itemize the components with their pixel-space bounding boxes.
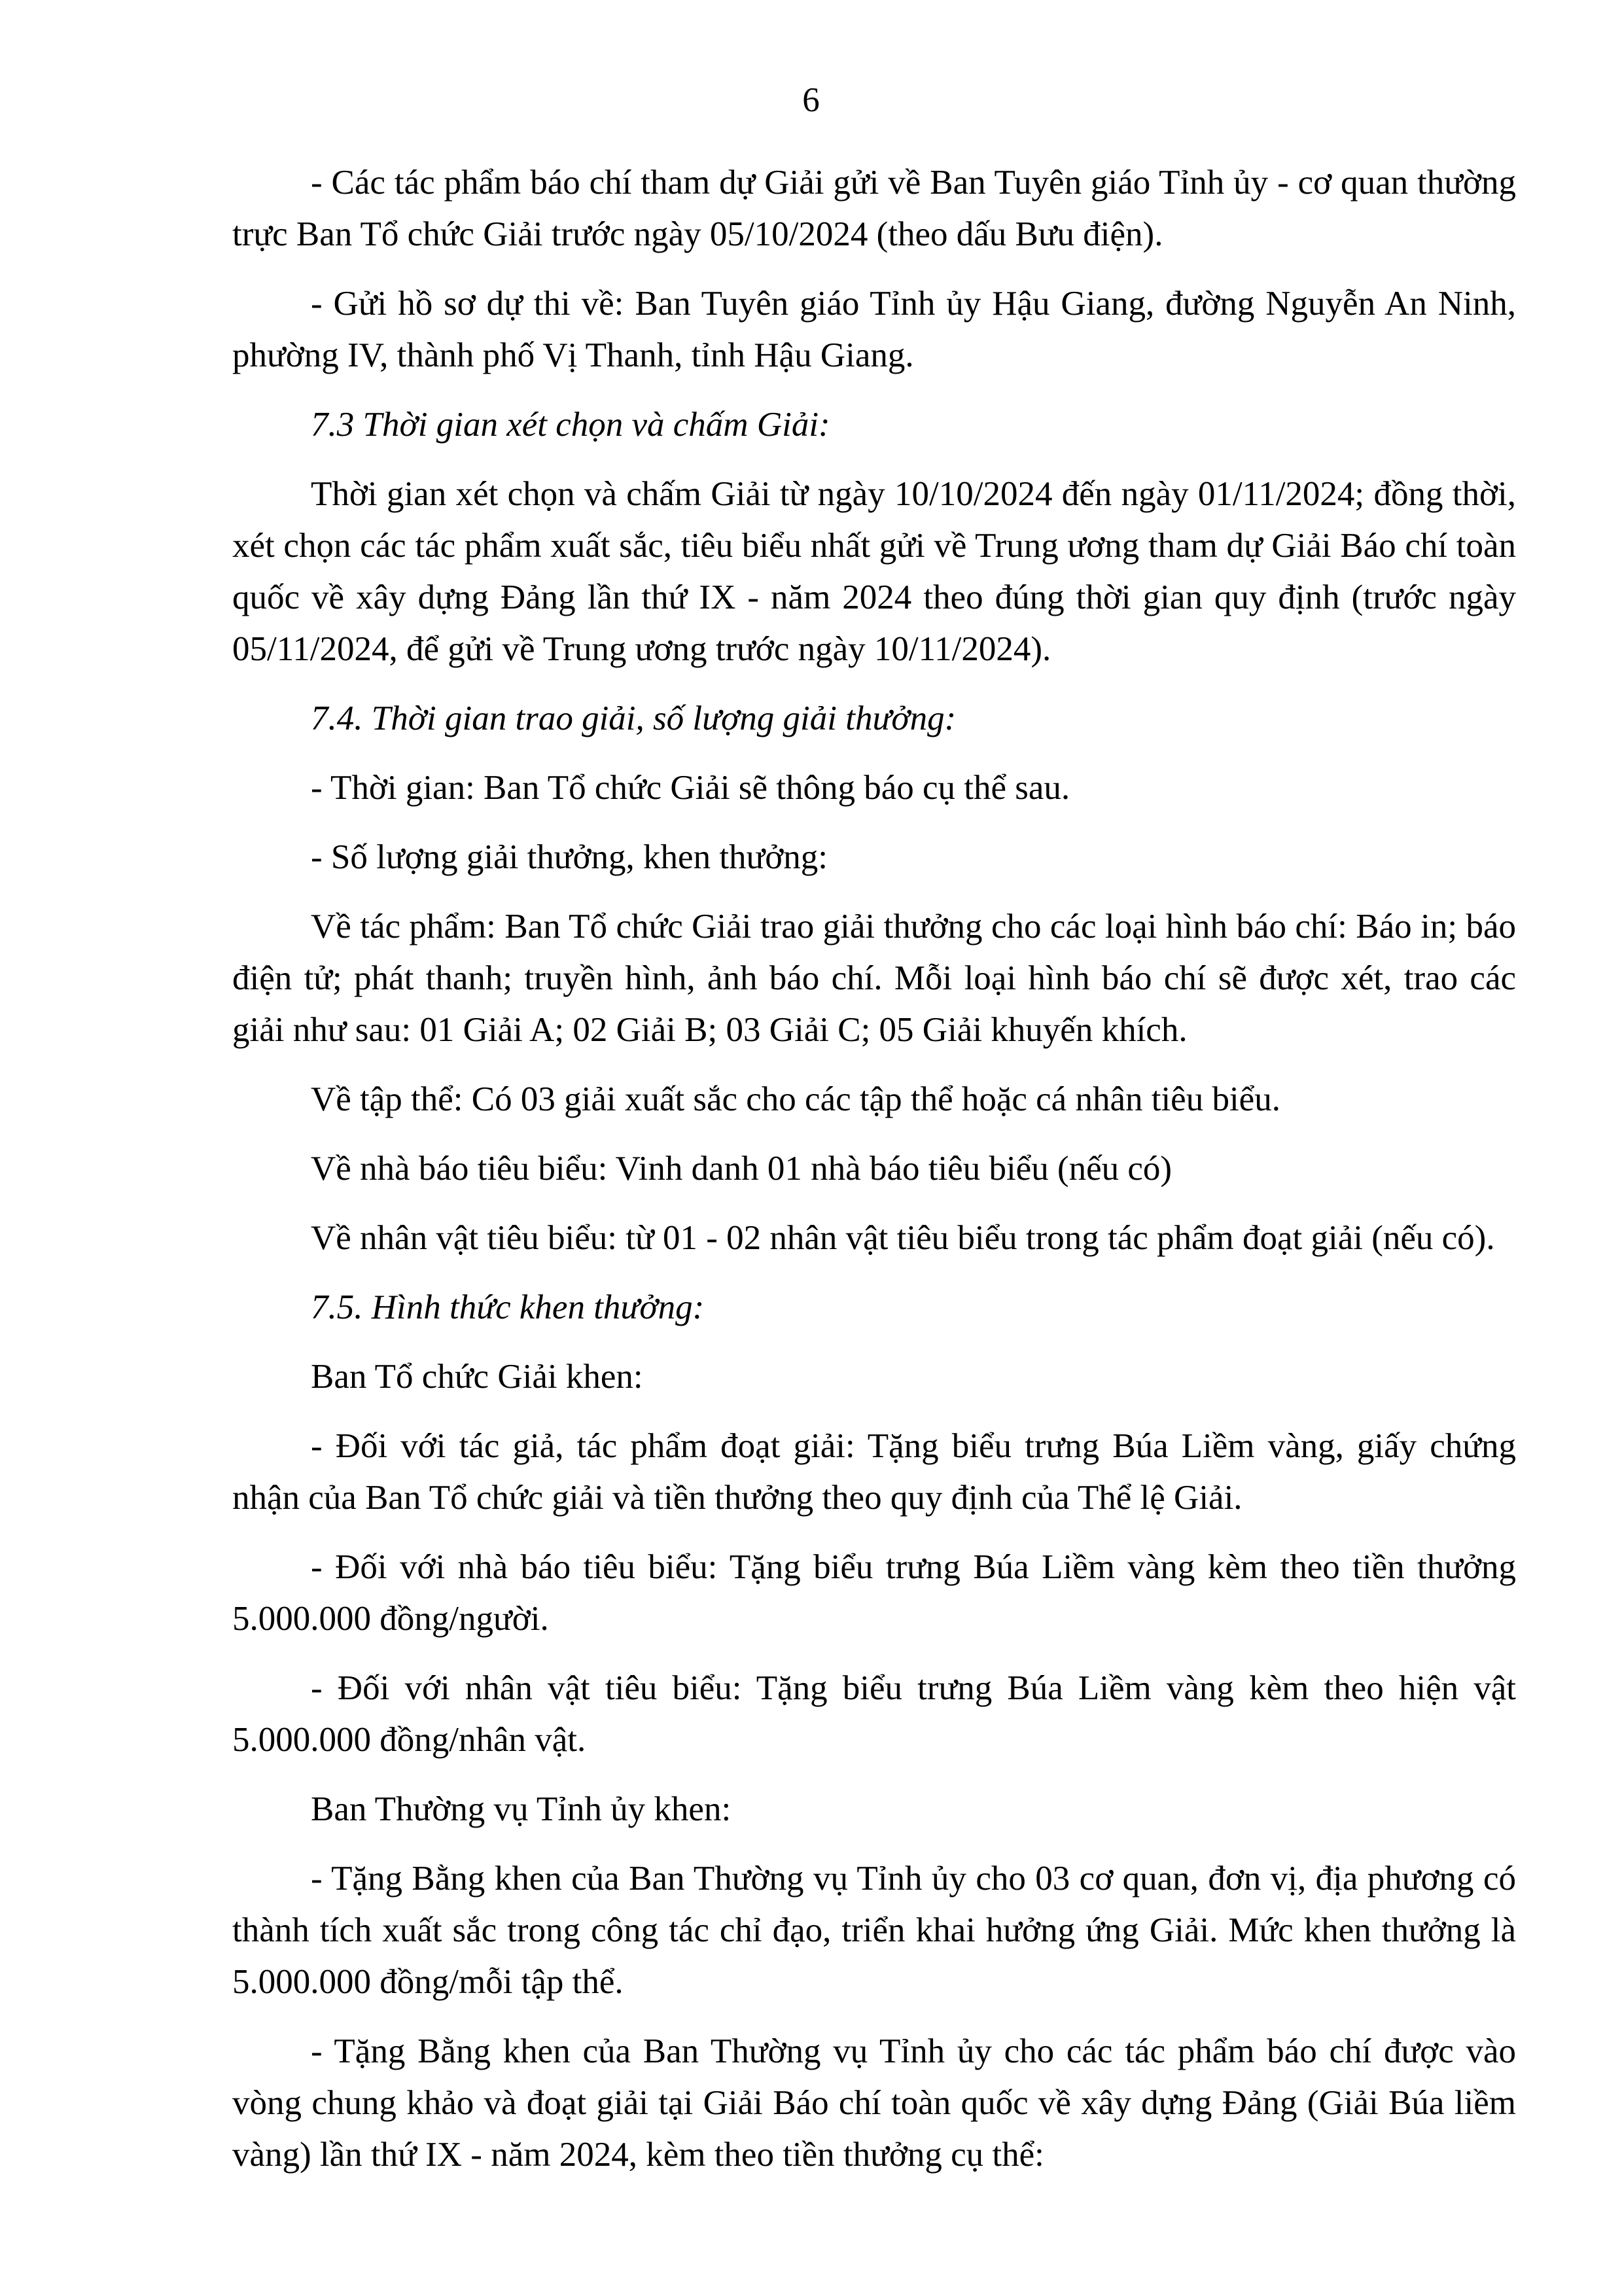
page-number: 6 [802, 81, 820, 119]
section-heading-7-3: 7.3 Thời gian xét chọn và chấm Giải: [311, 406, 830, 444]
paragraph-organizer-commendation: Ban Tổ chức Giải khen: [311, 1358, 643, 1396]
paragraph-figure-reward: - Đối với nhân vật tiêu biểu: Tặng biểu trưng Búa Liềm vàng kèm theo hiện vật 5.000.000 đồng/nhân vật. [232, 1669, 1516, 1759]
paragraph-submission-address: - Gửi hồ sơ dự thi về: Ban Tuyên giáo Tỉnh ủy Hậu Giang, đường Nguyễn An Ninh, phường IV, thành phố Vị Thanh, tỉnh Hậu Giang. [232, 285, 1516, 374]
paragraph-judging-period: Thời gian xét chọn và chấm Giải từ ngày 10/10/2024 đến ngày 01/11/2024; đồng thời, xét chọn các tác phẩm xuất sắc, tiêu biểu nhất gửi về Trung ương tham dự Giải Báo chí toàn quốc về xây dựng Đảng lần thứ IX - năm 2024 theo đúng thời gian quy định (trước ngày 05/11/2024, để gửi về Trung ương trước ngày 10/11/2024). [232, 475, 1516, 668]
paragraph-award-journalist: Về nhà báo tiêu biểu: Vinh danh 01 nhà báo tiêu biểu (nếu có) [311, 1150, 1172, 1188]
document-body [232, 157, 1516, 2181]
paragraph-journalist-reward: - Đối với nhà báo tiêu biểu: Tặng biểu trưng Búa Liềm vàng kèm theo tiền thưởng 5.000.000 đồng/người. [232, 1548, 1516, 1638]
paragraph-submission-deadline: - Các tác phẩm báo chí tham dự Giải gửi về Ban Tuyên giáo Tỉnh ủy - cơ quan thường trực Ban Tổ chức Giải trước ngày 05/10/2024 (theo dấu Bưu điện). [232, 164, 1516, 253]
paragraph-works-certificate: - Tặng Bằng khen của Ban Thường vụ Tỉnh ủy cho các tác phẩm báo chí được vào vòng chung khảo và đoạt giải tại Giải Báo chí toàn quốc về xây dựng Đảng (Giải Búa liềm vàng) lần thứ IX - năm 2024, kèm theo tiền thưởng cụ thể: [232, 2032, 1516, 2174]
paragraph-standing-committee-commendation: Ban Thường vụ Tỉnh ủy khen: [311, 1790, 732, 1828]
paragraph-award-count: - Số lượng giải thưởng, khen thưởng: [311, 838, 828, 876]
paragraph-award-time: - Thời gian: Ban Tổ chức Giải sẽ thông báo cụ thể sau. [311, 769, 1070, 807]
paragraph-collective-certificate: - Tặng Bằng khen của Ban Thường vụ Tỉnh ủy cho 03 cơ quan, đơn vị, địa phương có thành tích xuất sắc trong công tác chỉ đạo, triển khai hưởng ứng Giải. Mức khen thưởng là 5.000.000 đồng/mỗi tập thể. [232, 1860, 1516, 2001]
paragraph-award-figure: Về nhân vật tiêu biểu: từ 01 - 02 nhân vật tiêu biểu trong tác phẩm đoạt giải (nếu có). [311, 1219, 1495, 1257]
section-heading-7-4: 7.4. Thời gian trao giải, số lượng giải thưởng: [311, 699, 957, 737]
section-heading-7-5: 7.5. Hình thức khen thưởng: [311, 1288, 705, 1326]
paragraph-award-works: Về tác phẩm: Ban Tổ chức Giải trao giải thưởng cho các loại hình báo chí: Báo in; báo điện tử; phát thanh; truyền hình, ảnh báo chí. Mỗi loại hình báo chí sẽ được xét, trao các giải như sau: 01 Giải A; 02 Giải B; 03 Giải C; 05 Giải khuyến khích. [232, 908, 1516, 1049]
paragraph-author-reward: - Đối với tác giả, tác phẩm đoạt giải: Tặng biểu trưng Búa Liềm vàng, giấy chứng nhận của Ban Tổ chức giải và tiền thưởng theo quy định của Thể lệ Giải. [232, 1427, 1516, 1517]
paragraph-award-collective: Về tập thể: Có 03 giải xuất sắc cho các tập thể hoặc cá nhân tiêu biểu. [311, 1080, 1280, 1118]
